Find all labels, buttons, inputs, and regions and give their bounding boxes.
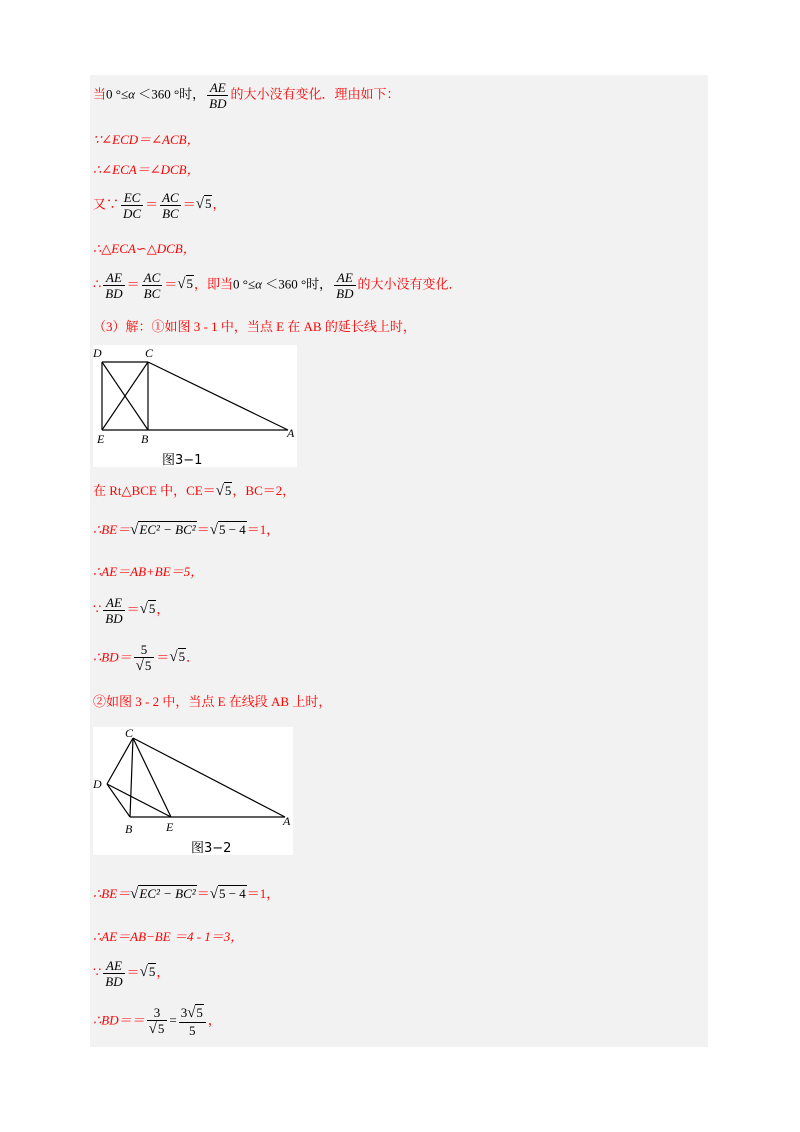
line-4: 又∵ $\frac{EC}{DC}$ ＝ $\frac{AC}{BC}$ ＝√5，	[93, 190, 226, 221]
label-d: D	[93, 777, 102, 791]
sqrt-5: √5	[139, 964, 156, 981]
label-e: E	[166, 820, 174, 834]
line-16: ∵ $\frac{AE}{BD}$ ＝√5，	[93, 958, 170, 989]
line-12: ∴BD＝ $\frac{5}{√5}$ ＝√5．	[93, 642, 200, 674]
fraction-5-over-sqrt5: $\frac{5}{√5}$	[134, 642, 155, 675]
line-3: ∴∠ECA＝∠DCB，	[93, 162, 200, 177]
fraction-3-over-sqrt5: $\frac{3}{√5}$	[147, 1005, 168, 1038]
sqrt-5: √5	[215, 483, 232, 499]
fraction-3sqrt5-over-5: $\frac{3√5}{5}$	[179, 1005, 206, 1038]
figure-3-2-diagram	[93, 727, 293, 855]
sqrt-5: √5	[195, 196, 212, 213]
sqrt-5: √5	[169, 649, 186, 666]
fraction-ae-bd: $\frac{AE}{BD}$	[105, 595, 123, 626]
figure-3-1	[93, 345, 297, 467]
label-c: C	[145, 346, 154, 360]
line-13: ②如图 3 - 2 中，当点 E 在线段 AB 上时，	[93, 694, 332, 709]
sqrt-5-minus-4: √5 − 4	[209, 522, 246, 538]
label-b: B	[141, 432, 149, 446]
fraction-ac-bc: $\frac{AC}{BC}$	[162, 190, 179, 221]
line-2: ∵∠ECD＝∠ACB，	[93, 132, 200, 147]
label-b: B	[125, 822, 133, 836]
fraction-ae-bd: $\frac{AE}{BD}$	[105, 270, 123, 301]
label-d: D	[93, 346, 102, 360]
figure-3-2	[93, 727, 293, 855]
line-15: ∴AE＝AB−BE ＝4 - 1＝3，	[93, 929, 244, 944]
sqrt-5: √5	[177, 276, 194, 293]
line-9: ∴BE＝√EC² − BC²＝√5 − 4＝1，	[93, 522, 280, 538]
line-6: ∴ $\frac{AE}{BD}$ ＝ $\frac{AC}{BC}$ ＝√5，即当0 °≤α ＜360 °时， $\frac{AE}{BD}$ 的大小没有变化．	[93, 270, 462, 301]
line-1: 当0 °≤α ＜360 °时， $\frac{AE}{BD}$ 的大小没有变化．理由如下：	[93, 80, 400, 111]
fraction-ec-dc: $\frac{EC}{DC}$	[123, 190, 142, 221]
line-17: ∴BD＝＝ $\frac{3}{√5}$ = $\frac{3√5}{5}$ ，	[93, 1005, 221, 1038]
label-a: A	[287, 426, 295, 440]
fraction-ae-bd: $\frac{AE}{BD}$	[105, 958, 123, 989]
fraction-ae-bd: $\frac{AE}{BD}$	[209, 80, 227, 111]
line-14: ∴BE＝√EC² − BC²＝√5 − 4＝1，	[93, 886, 280, 902]
fraction-ae-bd: $\frac{AE}{BD}$	[336, 270, 354, 301]
sqrt-5: √5	[139, 601, 156, 618]
label-c: C	[125, 727, 134, 740]
line-8: 在 Rt△BCE 中，CE＝√5，BC＝2，	[93, 483, 296, 499]
line-5: ∴△ECA∽△DCB，	[93, 241, 196, 256]
sqrt-ec2-bc2: √EC² − BC²	[130, 886, 196, 902]
line-11: ∵ $\frac{AE}{BD}$ ＝√5，	[93, 595, 170, 626]
line-10: ∴AE＝AB+BE＝5，	[93, 564, 204, 579]
sqrt-ec2-bc2: √EC² − BC²	[130, 522, 196, 538]
figure-caption: 图3−1	[162, 453, 203, 468]
line-7: （3）解：①如图 3 - 1 中，当点 E 在 AB 的延长线上时，	[93, 319, 416, 334]
figure-caption: 图3−2	[191, 841, 232, 856]
fraction-ac-bc: $\frac{AC}{BC}$	[143, 270, 161, 301]
label-e: E	[97, 432, 105, 446]
label-a: A	[283, 814, 291, 828]
sqrt-5-minus-4: √5 − 4	[209, 886, 246, 902]
